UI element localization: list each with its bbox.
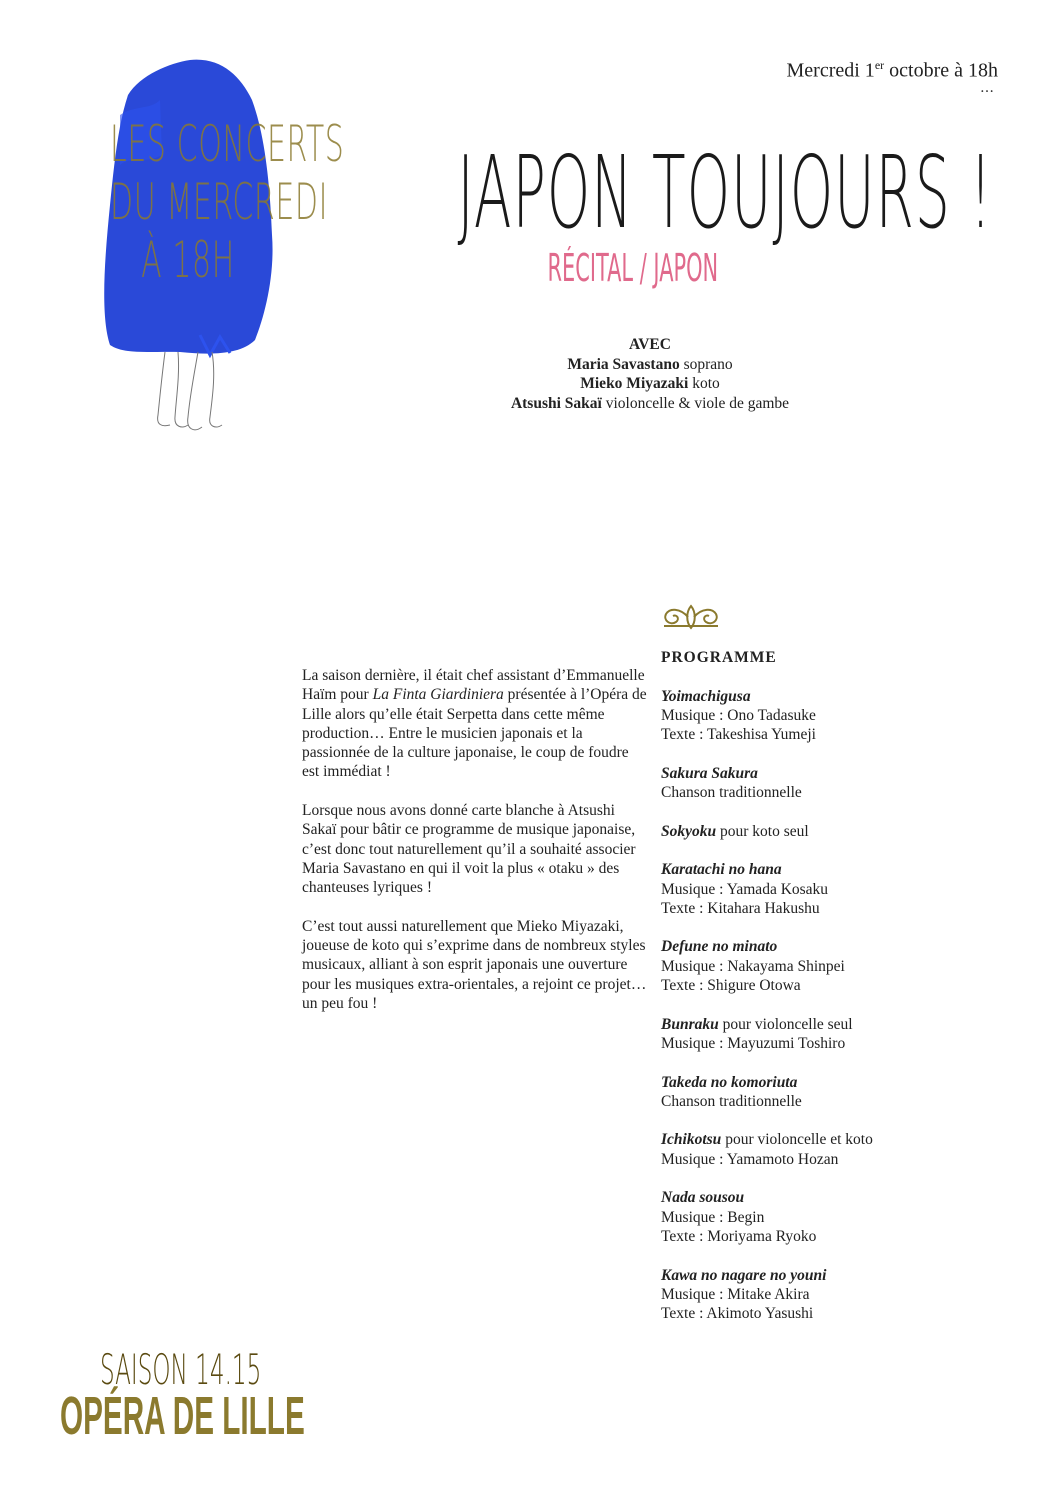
ellipsis-mark: …	[980, 80, 996, 96]
performer-line: Maria Savastano soprano	[567, 355, 733, 373]
performers-block	[440, 335, 860, 413]
piece-title: Bunraku	[661, 1015, 719, 1033]
piece-title: Nada sousou	[661, 1189, 745, 1207]
piece-credit: Chanson traditionnelle	[661, 784, 802, 802]
paragraph: C’est tout aussi naturellement que Mieko Miyazaki, joueuse de koto qui s’exprime dans de nombreux styles musicaux, alliant à son esprit japonais une ouverture pour les musiques extra-orientales, a rejoint ce projet… un peu fou !	[302, 917, 647, 1013]
programme-heading: PROGRAMME	[661, 649, 777, 666]
piece-title: Kawa no nagare no youni	[661, 1266, 827, 1284]
piece-credit: Musique : Yamamoto Hozan	[661, 1150, 839, 1168]
programme-piece	[661, 1130, 991, 1169]
programme-piece	[661, 860, 991, 918]
piece-title: Ichikotsu	[661, 1131, 722, 1149]
programme-piece	[661, 1266, 991, 1324]
piece-heading	[661, 1073, 991, 1092]
programme-piece	[661, 1073, 991, 1112]
piece-heading	[661, 1130, 991, 1149]
piece-heading	[661, 764, 991, 783]
description-text	[302, 666, 647, 1033]
piece-heading	[661, 1015, 991, 1034]
piece-heading	[661, 1266, 991, 1285]
piece-credit: Texte : Kitahara Hakushu	[661, 899, 820, 917]
piece-title: Defune no minato	[661, 938, 778, 956]
programme-piece	[661, 764, 991, 803]
piece-instrumentation: pour violoncelle seul	[718, 1015, 853, 1033]
piece-title: Sokyoku	[661, 822, 717, 840]
season-label: SAISON 14.15	[100, 1345, 262, 1394]
piece-credit: Musique : Begin	[661, 1208, 765, 1226]
piece-heading	[661, 687, 991, 706]
piece-heading	[661, 860, 991, 879]
concert-date: Mercredi 1er octobre à 18h	[786, 58, 998, 82]
programme-piece	[661, 937, 991, 995]
piece-credit: Chanson traditionnelle	[661, 1092, 802, 1110]
performer-line: Atsushi Sakaï violoncelle & viole de gambe	[510, 394, 790, 412]
piece-credit: Texte : Shigure Otowa	[661, 977, 801, 995]
piece-heading	[661, 937, 991, 956]
piece-heading	[661, 1188, 991, 1207]
programme-piece	[661, 1188, 991, 1246]
performer-line: Mieko Miyazaki koto	[580, 375, 720, 392]
programme-list	[661, 648, 991, 1343]
piece-credit: Texte : Takeshisa Yumeji	[661, 726, 816, 744]
piece-credit: Musique : Nakayama Shinpei	[661, 957, 845, 975]
piece-instrumentation: pour koto seul	[716, 822, 809, 840]
concert-title: JAPON TOUJOURS !	[457, 134, 993, 251]
piece-instrumentation: pour violoncelle et koto	[721, 1131, 873, 1149]
series-line: DU MERCREDI	[110, 173, 329, 231]
programme-piece	[661, 1015, 991, 1054]
piece-credit: Musique : Mitake Akira	[661, 1285, 810, 1303]
programme-piece	[661, 822, 991, 841]
piece-credit: Musique : Mayuzumi Toshiro	[661, 1034, 846, 1052]
piece-heading	[661, 822, 991, 841]
piece-credit: Texte : Moriyama Ryoko	[661, 1227, 817, 1245]
series-line: LES CONCERTS	[110, 115, 345, 173]
piece-title: Karatachi no hana	[661, 861, 782, 879]
paragraph: La saison dernière, il était chef assistant d’Emmanuelle Haïm pour La Finta Giardiniera présentée à l’Opéra de Lille alors qu’elle était Serpetta dans cette même production… Entre le musicien japonais et la passionnée de la culture japonaise, le coup de foudre est immédiat !	[302, 667, 647, 781]
piece-credit: Musique : Yamada Kosaku	[661, 880, 829, 898]
piece-credit: Texte : Akimoto Yasushi	[661, 1305, 814, 1323]
series-line: À 18H	[141, 231, 235, 289]
piece-title: Sakura Sakura	[661, 764, 758, 782]
opera-logo-text: OPÉRA DE LILLE	[60, 1386, 305, 1446]
performers-heading: AVEC	[629, 336, 671, 353]
programme-piece	[661, 687, 991, 745]
concert-subtitle: RÉCITAL / JAPON	[547, 246, 719, 290]
ornament-icon	[660, 602, 722, 632]
piece-credit: Musique : Ono Tadasuke	[661, 706, 816, 724]
piece-title: Takeda no komoriuta	[661, 1073, 798, 1091]
series-title	[110, 115, 345, 289]
piece-title: Yoimachigusa	[661, 687, 751, 705]
paragraph: Lorsque nous avons donné carte blanche à Atsushi Sakaï pour bâtir ce programme de musique japonaise, c’est donc tout naturellement qu’il a souhaité associer Maria Savastano en qui il voit la plus « otaku » des chanteuses lyriques !	[302, 802, 636, 897]
